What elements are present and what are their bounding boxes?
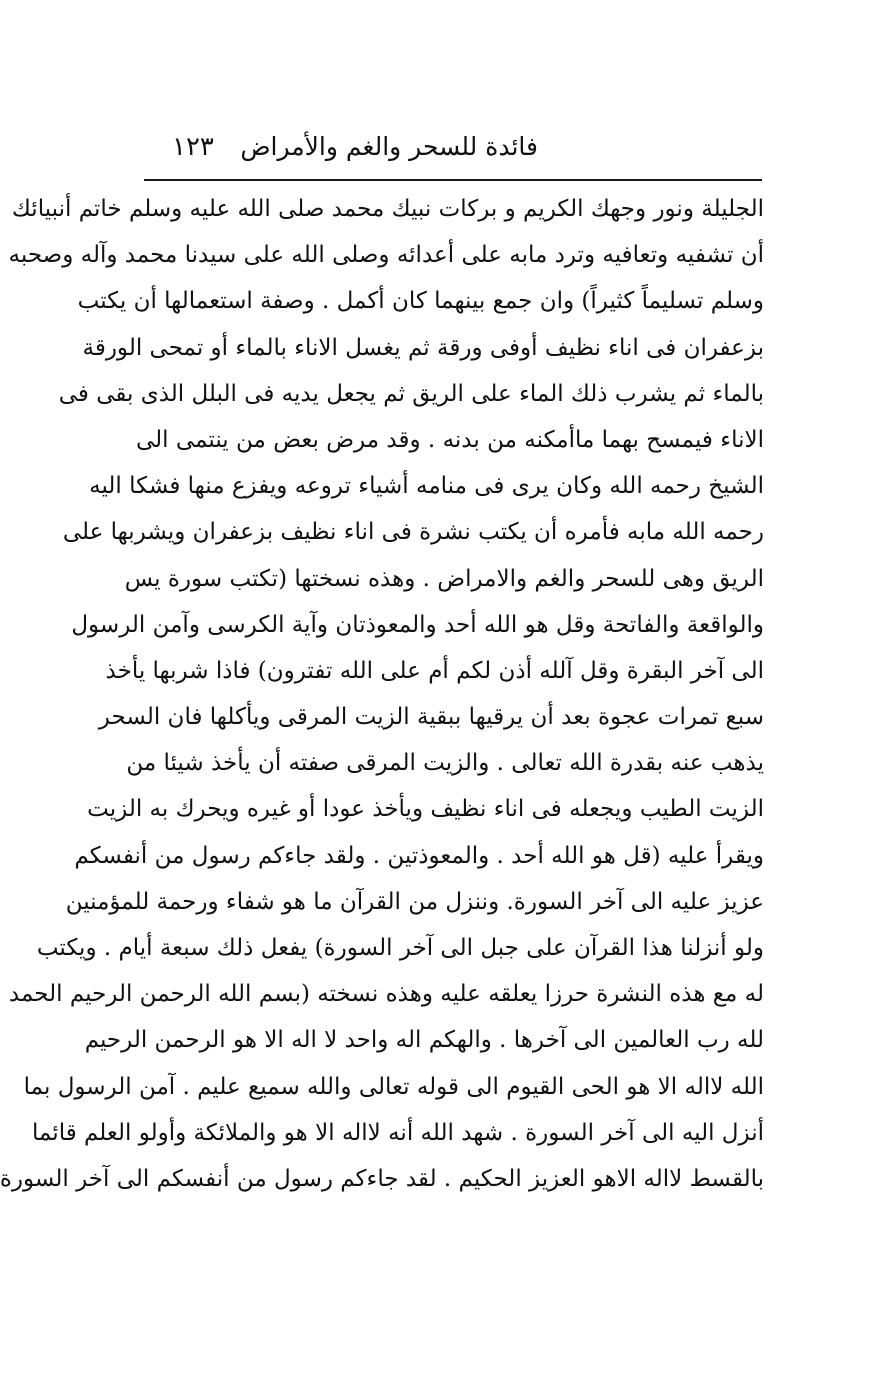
text-line: الريق وهى للسحر والغم والامراض . وهذه نسختها (تكتب سورة يس xyxy=(124,565,764,592)
text-line: بالقسط لااله الاهو العزيز الحكيم . لقد جاءكم رسول من أنفسكم الى آخر السورة xyxy=(0,1165,764,1192)
text-line: الشيخ رحمه الله وكان يرى فى منامه أشياء تروعه ويفزع منها فشكا اليه xyxy=(89,473,764,500)
page-header xyxy=(144,128,760,174)
text-line: وسلم تسليماً كثيراً) وان جمع بينهما كان أكمل . وصفة استعمالها أن يكتب xyxy=(77,288,764,315)
text-line: ويقرأ عليه (قل هو الله أحد . والمعوذتين . ولقد جاءكم رسول من أنفسكم xyxy=(74,842,764,869)
text-line: رحمه الله مابه فأمره أن يكتب نشرة فى اناء نظيف بزعفران ويشربها على xyxy=(62,519,764,546)
page-number: ١٢٣ xyxy=(172,132,214,162)
text-line: الى آخر البقرة وقل آلله أذن لكم أم على الله تفترون) فاذا شربها يأخذ xyxy=(105,657,764,684)
header-rule xyxy=(144,179,762,181)
text-line: بزعفران فى اناء نظيف أوفى ورقة ثم يغسل الاناء بالماء أو تمحى الورقة xyxy=(82,334,764,361)
text-line: الاناء فيمسح بهما ماأمكنه من بدنه . وقد مرض بعض من ينتمى الى xyxy=(136,426,764,453)
text-line: ولو أنزلنا هذا القرآن على جبل الى آخر السورة) يفعل ذلك سبعة أيام . ويكتب xyxy=(36,935,764,961)
text-line: الجليلة ونور وجهك الكريم و بركات نبيك محمد صلى الله عليه وسلم خاتم أنبيائك xyxy=(11,196,764,222)
text-line: سبع تمرات عجوة بعد أن يرقيها ببقية الزيت المرقى ويأكلها فان السحر xyxy=(98,704,764,731)
text-line: عزيز عليه الى آخر السورة. وننزل من القرآن ما هو شفاء ورحمة للمؤمنين xyxy=(65,888,764,915)
text-line: والواقعة والفاتحة وقل هو الله أحد والمعوذتان وآية الكرسى وآمن الرسول xyxy=(71,611,764,638)
text-line: له مع هذه النشرة حرزا يعلقه عليه وهذه نسخته (بسم الله الرحمن الرحيم الحمد xyxy=(8,981,764,1008)
text-line: لله رب العالمين الى آخرها . والهكم اله واحد لا اله الا هو الرحمن الرحيم xyxy=(84,1027,764,1054)
body-text xyxy=(0,186,764,1202)
running-head: فائدة للسحر والغم والأمراض xyxy=(240,132,538,161)
text-line: يذهب عنه بقدرة الله تعالى . والزيت المرقى صفته أن يأخذ شيئا من xyxy=(126,750,764,777)
text-line: أن تشفيه وتعافيه وترد مابه على أعدائه وصلى الله على سيدنا محمد وآله وصحبه xyxy=(8,242,764,269)
text-line: الله لااله الا هو الحى القيوم الى قوله تعالى والله سميع عليم . آمن الرسول بما xyxy=(23,1073,764,1100)
text-line: بالماء ثم يشرب ذلك الماء على الريق ثم يجعل يديه فى البلل الذى بقى فى xyxy=(58,380,764,407)
text-line: الزيت الطيب ويجعله فى اناء نظيف ويأخذ عودا أو غيره ويحرك به الزيت xyxy=(87,796,764,823)
text-line: أنزل اليه الى آخر السورة . شهد الله أنه لااله الا هو والملائكة وأولو العلم قائما xyxy=(31,1119,764,1146)
